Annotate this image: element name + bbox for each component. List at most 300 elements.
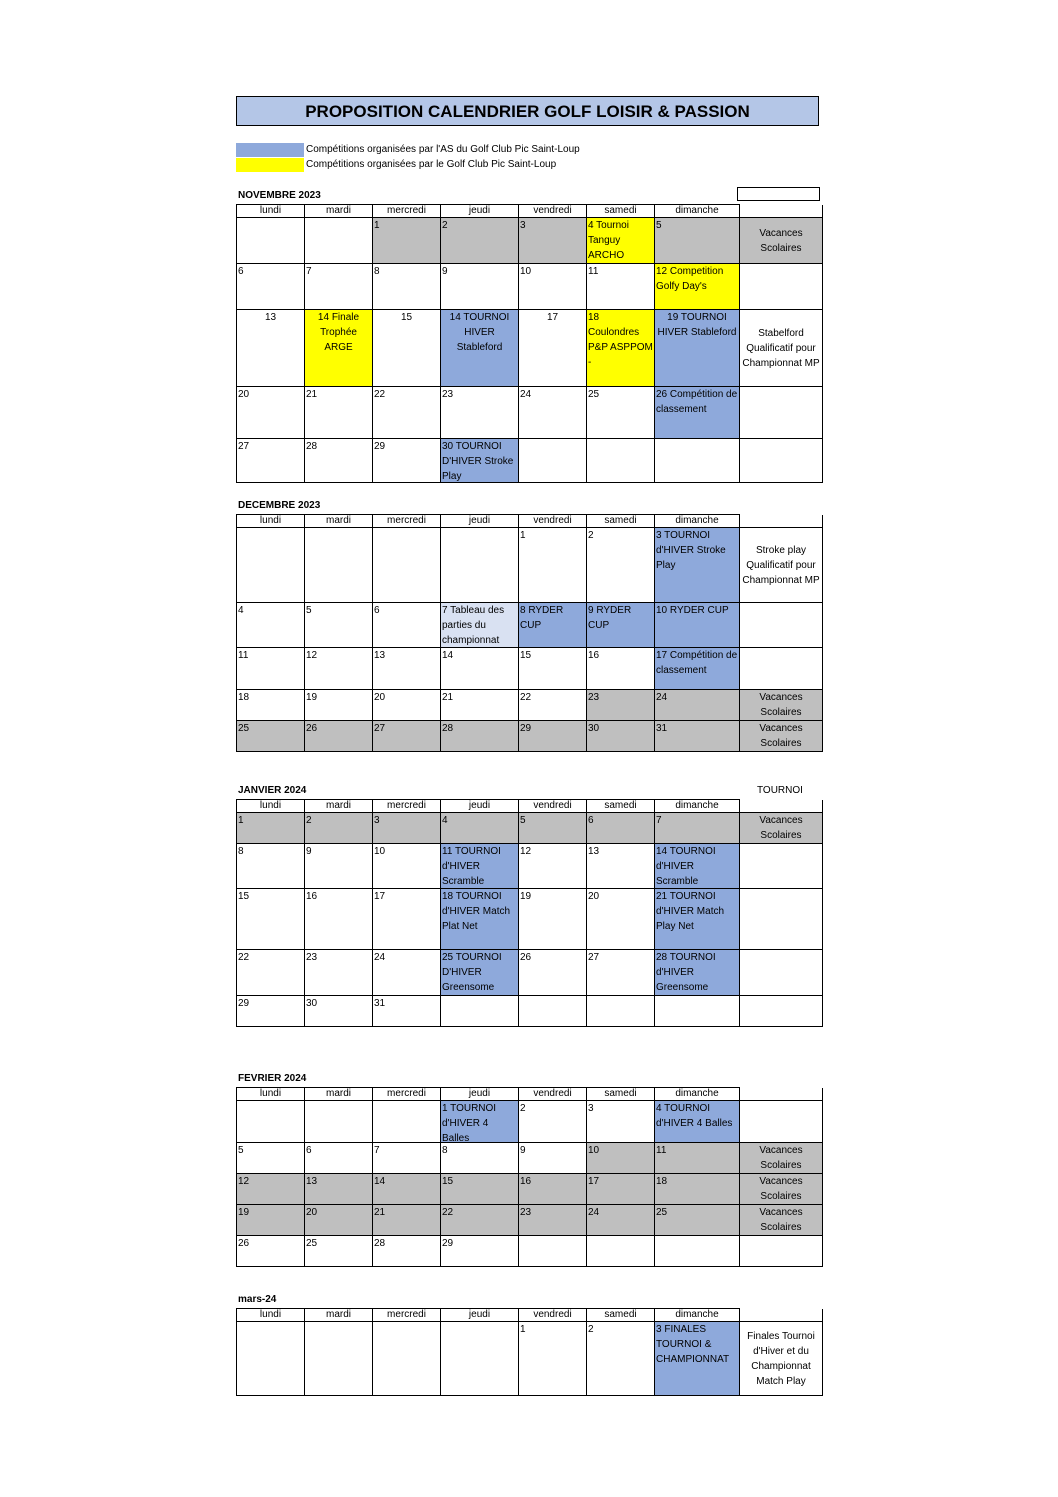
week-row	[237, 603, 823, 648]
day-cell	[587, 439, 655, 483]
day-cell	[305, 264, 373, 310]
weekday-header: jeudi	[441, 800, 519, 813]
day-cell-text: 25 TOURNOI D'HIVER Greensome	[442, 952, 502, 993]
day-cell	[237, 813, 305, 844]
note-header	[740, 205, 823, 218]
day-cell-text: 8	[238, 846, 244, 857]
day-cell	[441, 387, 519, 439]
week-row	[237, 1143, 823, 1174]
day-cell-text: 19	[306, 692, 318, 703]
legend-swatch-as	[236, 143, 304, 157]
week-note	[740, 996, 823, 1027]
week-row	[237, 528, 823, 603]
day-cell	[305, 690, 373, 721]
day-cell-text: 29	[374, 441, 386, 452]
day-cell-text: 20	[374, 692, 386, 703]
week-row	[237, 1101, 823, 1143]
week-note: Vacances Scolaires	[740, 690, 823, 721]
day-cell	[441, 996, 519, 1027]
day-cell	[305, 1101, 373, 1143]
week-note	[740, 844, 823, 889]
weekday-header-row	[237, 800, 823, 813]
day-cell	[441, 1101, 519, 1143]
day-cell	[305, 950, 373, 996]
day-cell	[519, 1236, 587, 1267]
weekday-header-row	[237, 515, 823, 528]
day-cell	[237, 1205, 305, 1236]
week-row	[237, 264, 823, 310]
day-cell-text: 27	[588, 952, 600, 963]
week-note: Vacances Scolaires	[740, 218, 823, 264]
day-cell	[305, 603, 373, 648]
day-cell	[441, 1236, 519, 1267]
day-cell-text: 3	[588, 1103, 594, 1114]
day-cell-text: 30	[588, 723, 600, 734]
week-note	[740, 1101, 823, 1143]
day-cell-text: 1	[374, 220, 380, 231]
day-cell-text: 9	[306, 846, 312, 857]
week-note: Vacances Scolaires	[740, 1205, 823, 1236]
day-cell	[587, 1101, 655, 1143]
day-cell-text: 18 TOURNOI d'HIVER Match Plat Net	[442, 891, 511, 932]
day-cell-text: 30	[306, 998, 318, 1009]
day-cell-text: 20	[306, 1207, 318, 1218]
day-cell	[305, 439, 373, 483]
day-cell-text: 10 RYDER CUP	[656, 605, 729, 616]
day-cell	[373, 950, 441, 996]
day-cell	[305, 1205, 373, 1236]
weekday-header: lundi	[237, 800, 305, 813]
note-header	[740, 515, 823, 528]
day-cell	[237, 690, 305, 721]
day-cell-text: 12	[306, 650, 318, 661]
day-cell	[373, 1322, 441, 1396]
day-cell-text: 25	[588, 389, 600, 400]
day-cell	[587, 889, 655, 950]
day-cell	[587, 1322, 655, 1396]
header-box	[737, 187, 820, 201]
day-cell-text: 29	[238, 998, 250, 1009]
week-note: Stabelford Qualificatif pour Championnat MP	[740, 310, 823, 387]
day-cell	[587, 996, 655, 1027]
note-header	[740, 1309, 823, 1322]
week-note	[740, 648, 823, 690]
day-cell-text: 1 TOURNOI d'HIVER 4 Balles	[442, 1103, 497, 1142]
week-note	[740, 889, 823, 950]
day-cell-text: 17 Compétition de classement	[656, 650, 738, 676]
day-cell	[655, 439, 740, 483]
day-cell-text: 6	[588, 815, 594, 826]
weekday-header: mercredi	[373, 800, 441, 813]
day-cell	[237, 218, 305, 264]
day-cell	[237, 996, 305, 1027]
week-row	[237, 996, 823, 1027]
weekday-header: lundi	[237, 1088, 305, 1101]
day-cell-text: 2	[520, 1103, 526, 1114]
day-cell-text: 12	[520, 846, 532, 857]
day-cell	[441, 528, 519, 603]
day-cell-text: 22	[374, 389, 386, 400]
day-cell-text: 11	[656, 1145, 667, 1156]
day-cell	[519, 996, 587, 1027]
day-cell	[441, 648, 519, 690]
legend-swatch-club	[236, 158, 304, 172]
day-cell	[655, 1174, 740, 1205]
day-cell	[373, 264, 441, 310]
day-cell-text: 20	[238, 389, 250, 400]
day-cell	[441, 889, 519, 950]
day-cell	[587, 950, 655, 996]
day-cell-text: 19 TOURNOI HIVER Stableford	[657, 312, 737, 338]
month-title: mars-24	[238, 1294, 277, 1305]
day-cell	[655, 1236, 740, 1267]
week-row	[237, 310, 823, 387]
day-cell	[655, 690, 740, 721]
day-cell-text: 16	[588, 650, 600, 661]
weekday-header: samedi	[587, 515, 655, 528]
day-cell	[441, 721, 519, 752]
legend-text-club: Compétitions organisées par le Golf Club Pic Saint-Loup	[306, 159, 557, 170]
weekday-header: dimanche	[655, 205, 740, 218]
day-cell-text: 5	[656, 220, 662, 231]
day-cell-text: 18	[238, 692, 250, 703]
day-cell	[305, 648, 373, 690]
weekday-header: mardi	[305, 515, 373, 528]
month-title: DECEMBRE 2023	[238, 500, 321, 511]
day-cell-text: 18	[656, 1176, 668, 1187]
day-cell-text: 15	[238, 891, 250, 902]
day-cell-text: 3 TOURNOI d'HIVER Stroke Play	[656, 530, 726, 571]
day-cell-text: 19	[238, 1207, 250, 1218]
day-cell-text: 2	[442, 220, 448, 231]
day-cell-text: 5	[520, 815, 526, 826]
weekday-header: samedi	[587, 1309, 655, 1322]
day-cell-text: 15	[442, 1176, 454, 1187]
week-note	[740, 387, 823, 439]
day-cell	[587, 1143, 655, 1174]
day-cell-text: 25	[238, 723, 250, 734]
weekday-header: lundi	[237, 515, 305, 528]
day-cell	[441, 950, 519, 996]
day-cell	[519, 1143, 587, 1174]
day-cell	[305, 218, 373, 264]
day-cell-text: 31	[656, 723, 668, 734]
day-cell-text: 17	[546, 312, 559, 323]
day-cell-text: 17	[588, 1176, 600, 1187]
day-cell-text: 24	[374, 952, 386, 963]
week-row	[237, 1174, 823, 1205]
day-cell-text: 6	[238, 266, 244, 277]
day-cell-text: 5	[306, 605, 312, 616]
day-cell-text: 19	[520, 891, 532, 902]
day-cell	[373, 1143, 441, 1174]
month-table	[236, 1308, 823, 1396]
day-cell-text: 24	[656, 692, 668, 703]
day-cell-text: 13	[306, 1176, 318, 1187]
day-cell	[519, 1101, 587, 1143]
day-cell	[237, 603, 305, 648]
day-cell-text: 7	[306, 266, 312, 277]
weekday-header: vendredi	[519, 1088, 587, 1101]
day-cell	[373, 387, 441, 439]
weekday-header: mercredi	[373, 515, 441, 528]
day-cell-text: 22	[238, 952, 250, 963]
weekday-header-row	[237, 205, 823, 218]
day-cell	[237, 1322, 305, 1396]
day-cell	[441, 603, 519, 648]
day-cell	[655, 218, 740, 264]
weekday-header: jeudi	[441, 1309, 519, 1322]
note-header	[740, 800, 823, 813]
day-cell	[519, 690, 587, 721]
day-cell	[655, 889, 740, 950]
week-row	[237, 844, 823, 889]
day-cell	[373, 1236, 441, 1267]
day-cell-text: 1	[520, 530, 526, 541]
day-cell-text: 4 TOURNOI d'HIVER 4 Balles	[656, 1103, 733, 1129]
day-cell-text: 12 Competition Golfy Day's	[656, 266, 724, 292]
week-row	[237, 648, 823, 690]
day-cell	[655, 844, 740, 889]
day-cell	[237, 264, 305, 310]
day-cell-text: 9	[442, 266, 448, 277]
day-cell	[305, 528, 373, 603]
day-cell	[305, 996, 373, 1027]
week-row	[237, 218, 823, 264]
day-cell	[441, 844, 519, 889]
day-cell	[519, 813, 587, 844]
weekday-header: lundi	[237, 1309, 305, 1322]
day-cell-text: 13	[374, 650, 386, 661]
weekday-header: dimanche	[655, 515, 740, 528]
day-cell	[655, 1205, 740, 1236]
day-cell-text: 23	[306, 952, 318, 963]
week-row	[237, 1236, 823, 1267]
week-row	[237, 387, 823, 439]
day-cell-text: 17	[374, 891, 386, 902]
week-note	[740, 603, 823, 648]
day-cell	[305, 1143, 373, 1174]
day-cell-text: 15	[520, 650, 532, 661]
day-cell	[519, 648, 587, 690]
day-cell	[237, 439, 305, 483]
day-cell	[655, 721, 740, 752]
weekday-header: vendredi	[519, 205, 587, 218]
day-cell	[373, 721, 441, 752]
day-cell	[587, 1174, 655, 1205]
day-cell-text: 4	[442, 815, 448, 826]
day-cell	[441, 439, 519, 483]
month-table	[236, 1087, 823, 1267]
day-cell-text: 30 TOURNOI D'HIVER Stroke Play	[442, 441, 514, 482]
weekday-header-row	[237, 1088, 823, 1101]
day-cell-text: 2	[588, 1324, 594, 1335]
week-row	[237, 950, 823, 996]
weekday-header: dimanche	[655, 1309, 740, 1322]
weekday-header: mercredi	[373, 1088, 441, 1101]
day-cell	[587, 603, 655, 648]
weekday-header: mardi	[305, 1088, 373, 1101]
day-cell-text: 4	[238, 605, 244, 616]
day-cell-text: 7 Tableau des parties du championnat	[442, 605, 505, 646]
day-cell-text: 13	[588, 846, 600, 857]
day-cell-text: 28	[306, 441, 318, 452]
day-cell	[519, 439, 587, 483]
day-cell-text: 11 TOURNOI d'HIVER Scramble	[442, 846, 501, 887]
day-cell	[519, 844, 587, 889]
day-cell	[441, 310, 519, 387]
day-cell	[373, 1101, 441, 1143]
day-cell-text: 3 FINALES TOURNOI & CHAMPIONNAT	[656, 1324, 730, 1365]
month-extra-label: TOURNOI	[757, 785, 803, 796]
week-row	[237, 690, 823, 721]
day-cell-text: 11	[238, 650, 249, 661]
day-cell	[373, 996, 441, 1027]
day-cell-text: 7	[656, 815, 662, 826]
day-cell-text: 11	[588, 266, 599, 277]
day-cell-text: 3	[374, 815, 380, 826]
week-note: Finales Tournoi d'Hiver et du Championnat Match Play	[740, 1322, 823, 1396]
week-note: Vacances Scolaires	[740, 721, 823, 752]
day-cell-text: 15	[400, 312, 413, 323]
day-cell	[441, 218, 519, 264]
weekday-header: jeudi	[441, 205, 519, 218]
day-cell-text: 26	[306, 723, 318, 734]
day-cell	[587, 387, 655, 439]
legend-text-as: Compétitions organisées par l'AS du Golf Club Pic Saint-Loup	[306, 144, 580, 155]
day-cell	[519, 1205, 587, 1236]
day-cell-text: 27	[238, 441, 250, 452]
day-cell-text: 16	[306, 891, 318, 902]
day-cell	[655, 603, 740, 648]
day-cell-text: 7	[374, 1145, 380, 1156]
week-note: Vacances Scolaires	[740, 1174, 823, 1205]
day-cell-text: 8	[374, 266, 380, 277]
weekday-header: mardi	[305, 1309, 373, 1322]
day-cell	[237, 387, 305, 439]
weekday-header: vendredi	[519, 515, 587, 528]
day-cell	[305, 1322, 373, 1396]
day-cell-text: 1	[238, 815, 244, 826]
day-cell	[237, 950, 305, 996]
day-cell	[655, 648, 740, 690]
week-note: Vacances Scolaires	[740, 813, 823, 844]
week-note	[740, 264, 823, 310]
day-cell	[373, 813, 441, 844]
day-cell	[587, 844, 655, 889]
day-cell	[587, 721, 655, 752]
day-cell	[587, 690, 655, 721]
day-cell-text: 9 RYDER CUP	[588, 605, 632, 631]
day-cell-text: 25	[656, 1207, 668, 1218]
day-cell	[519, 310, 587, 387]
day-cell-text: 24	[520, 389, 532, 400]
day-cell-text: 22	[442, 1207, 454, 1218]
day-cell	[655, 528, 740, 603]
day-cell	[373, 648, 441, 690]
day-cell	[441, 1143, 519, 1174]
day-cell	[441, 264, 519, 310]
day-cell-text: 14	[374, 1176, 386, 1187]
week-note: Vacances Scolaires	[740, 1143, 823, 1174]
weekday-header: lundi	[237, 205, 305, 218]
weekday-header: samedi	[587, 205, 655, 218]
day-cell	[237, 1236, 305, 1267]
day-cell-text: 3	[520, 220, 526, 231]
day-cell-text: 23	[588, 692, 600, 703]
day-cell	[237, 1174, 305, 1205]
day-cell	[587, 813, 655, 844]
day-cell	[655, 264, 740, 310]
day-cell	[519, 1174, 587, 1205]
day-cell	[373, 439, 441, 483]
week-row	[237, 1322, 823, 1396]
week-note	[740, 1236, 823, 1267]
day-cell	[441, 1322, 519, 1396]
day-cell	[655, 950, 740, 996]
day-cell	[655, 387, 740, 439]
day-cell	[237, 721, 305, 752]
day-cell-text: 4 Tournoi Tanguy ARCHO	[588, 220, 629, 261]
day-cell	[519, 603, 587, 648]
day-cell	[519, 1322, 587, 1396]
day-cell	[305, 1174, 373, 1205]
day-cell-text: 26	[238, 1238, 250, 1249]
day-cell	[519, 264, 587, 310]
weekday-header: mardi	[305, 800, 373, 813]
day-cell	[373, 310, 441, 387]
day-cell	[587, 1236, 655, 1267]
day-cell-text: 31	[374, 998, 386, 1009]
day-cell	[373, 1174, 441, 1205]
day-cell-text: 21	[374, 1207, 386, 1218]
day-cell	[305, 813, 373, 844]
day-cell	[587, 648, 655, 690]
day-cell-text: 24	[588, 1207, 600, 1218]
month-table	[236, 514, 823, 752]
day-cell-text: 8 RYDER CUP	[520, 605, 564, 631]
month-title: FEVRIER 2024	[238, 1073, 307, 1084]
weekday-header: mercredi	[373, 205, 441, 218]
day-cell	[237, 844, 305, 889]
day-cell	[373, 218, 441, 264]
day-cell-text: 22	[520, 692, 532, 703]
day-cell-text: 6	[306, 1145, 312, 1156]
day-cell	[305, 310, 373, 387]
day-cell-text: 8	[442, 1145, 448, 1156]
day-cell-text: 23	[520, 1207, 532, 1218]
weekday-header: mercredi	[373, 1309, 441, 1322]
day-cell-text: 20	[588, 891, 600, 902]
day-cell	[305, 721, 373, 752]
day-cell-text: 28	[442, 723, 454, 734]
day-cell-text: 10	[374, 846, 386, 857]
day-cell	[587, 310, 655, 387]
week-note: Stroke play Qualificatif pour Championnat MP	[740, 528, 823, 603]
weekday-header: jeudi	[441, 515, 519, 528]
day-cell-text: 14 TOURNOI HIVER Stableford	[449, 312, 510, 353]
day-cell	[655, 1322, 740, 1396]
week-row	[237, 1205, 823, 1236]
page-title: PROPOSITION CALENDRIER GOLF LOISIR & PASSION	[236, 96, 819, 126]
day-cell	[305, 889, 373, 950]
day-cell	[237, 310, 305, 387]
day-cell	[587, 1205, 655, 1236]
week-note	[740, 950, 823, 996]
day-cell	[441, 1205, 519, 1236]
day-cell	[373, 528, 441, 603]
day-cell-text: 18 Coulondres P&P ASPPOM -	[588, 312, 653, 368]
